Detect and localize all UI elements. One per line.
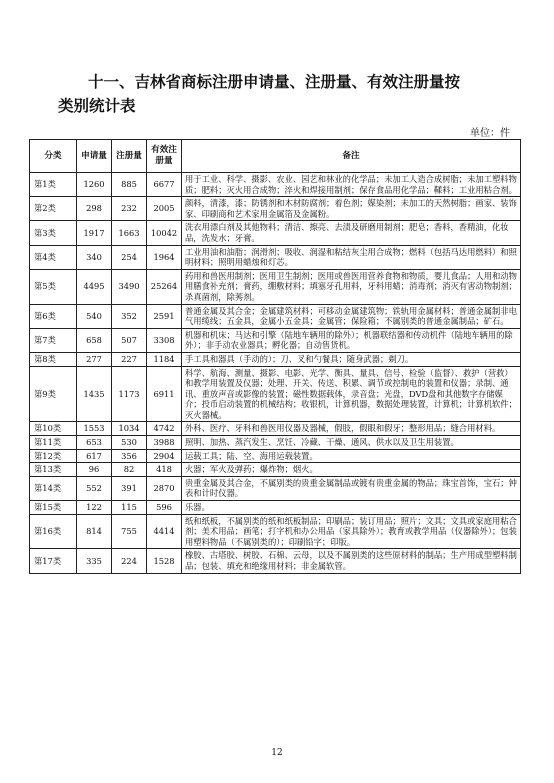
valid-cell: 25264 [147,269,182,304]
table-row [30,221,521,245]
note-cell: 颜料，清漆，漆；防锈剂和木材防腐剂；着色剂；媒染剂；未加工的天然树脂；画家、装饰家、印刷商和艺术家用金属箔及金属粉。 [182,197,521,221]
apply-cell: 298 [77,197,112,221]
page-title [58,70,518,118]
header-note: 备注 [182,140,521,173]
reg-cell: 82 [112,463,147,477]
apply-cell: 335 [77,549,112,573]
class-cell: 第5类 [30,269,77,304]
note-cell: 纸和纸板，不属别类的纸和纸板制品；印刷品；装订用品；照片；文具；文具或家庭用粘合剂；美术用品；画笔；打字机和办公用品（家具除外）；教育或教学用品（仪器除外）；包装用塑料物品（不属别类的）；印刷铅字；印版。 [182,514,521,549]
apply-cell: 1260 [77,173,112,197]
table-header-row [30,140,521,173]
reg-cell: 391 [112,476,147,500]
valid-cell: 2870 [147,476,182,500]
class-cell: 第3类 [30,221,77,245]
class-cell: 第14类 [30,476,77,500]
valid-cell: 1528 [147,549,182,573]
table-row [30,449,521,463]
note-cell: 外科、医疗、牙科和兽医用仪器及器械，假肢，假眼和假牙；整形用品；缝合用材料。 [182,422,521,436]
note-cell: 机器和机床；马达和引擎（陆地车辆用的除外）；机器联结器和传动机件（陆地车辆用的除外）；非手动农业器具；孵化器；自动售货机。 [182,328,521,352]
note-cell: 药用和兽医用制剂；医用卫生制剂；医用或兽医用营养食物和物质，婴儿食品；人用和动物用膳食补充剂；膏药，绷敷材料；填塞牙孔用料，牙科用蜡；消毒剂；消灭有害动物制剂；杀真菌剂，除莠剂。 [182,269,521,304]
table-row [30,549,521,573]
note-cell: 手工具和器具（手动的）；刀、叉和勺餐具；随身武器；剃刀。 [182,352,521,366]
apply-cell: 552 [77,476,112,500]
table-body [30,173,521,574]
apply-cell: 653 [77,436,112,450]
apply-cell: 1435 [77,366,112,422]
valid-cell: 2005 [147,197,182,221]
note-cell: 洗衣用漂白剂及其他物料；清洁、擦亮、去渍及研磨用制剂；肥皂；香料，香精油，化妆品，洗发水；牙膏。 [182,221,521,245]
note-cell: 乐器。 [182,501,521,515]
valid-cell: 418 [147,463,182,477]
apply-cell: 277 [77,352,112,366]
reg-cell: 507 [112,328,147,352]
note-cell: 照明、加热、蒸汽发生、烹饪、冷藏、干燥、通风、供水以及卫生用装置。 [182,436,521,450]
reg-cell: 224 [112,549,147,573]
class-cell: 第15类 [30,501,77,515]
apply-cell: 617 [77,449,112,463]
class-cell: 第10类 [30,422,77,436]
class-cell: 第13类 [30,463,77,477]
apply-cell: 1917 [77,221,112,245]
note-cell: 工业用油和油脂；润滑剂；吸收、润湿和粘结灰尘用合成物；燃料（包括马达用燃料）和照明材料；照明用蜡烛和灯芯。 [182,245,521,269]
valid-cell: 4414 [147,514,182,549]
valid-cell: 2591 [147,304,182,328]
reg-cell: 254 [112,245,147,269]
note-cell: 普通金属及其合金；金属建筑材料；可移动金属建筑物；铁轨用金属材料；普通金属制非电气用缆线；五金具，金属小五金具；金属管；保险箱；不属别类的普通金属制品；矿石。 [182,304,521,328]
reg-cell: 227 [112,352,147,366]
class-cell: 第12类 [30,449,77,463]
valid-cell: 596 [147,501,182,515]
reg-cell: 115 [112,501,147,515]
table-row [30,245,521,269]
apply-cell: 340 [77,245,112,269]
header-reg: 注册量 [112,140,147,173]
table-row [30,352,521,366]
apply-cell: 122 [77,501,112,515]
table-row [30,173,521,197]
reg-cell: 755 [112,514,147,549]
class-cell: 第1类 [30,173,77,197]
valid-cell: 6911 [147,366,182,422]
reg-cell: 885 [112,173,147,197]
valid-cell: 3308 [147,328,182,352]
class-cell: 第4类 [30,245,77,269]
table-row [30,436,521,450]
apply-cell: 658 [77,328,112,352]
header-class: 分类 [30,140,77,173]
table-row [30,476,521,500]
note-cell: 用于工业、科学、摄影、农业、园艺和林业的化学品；未加工人造合成树脂；未加工塑料物质；肥料；灭火用合成物；淬火和焊接用制剂；保存食品用化学品；鞣料；工业用粘合剂。 [182,173,521,197]
table-row [30,366,521,422]
table-row [30,514,521,549]
reg-cell: 232 [112,197,147,221]
table-row [30,269,521,304]
class-cell: 第17类 [30,549,77,573]
apply-cell: 814 [77,514,112,549]
reg-cell: 356 [112,449,147,463]
valid-cell: 4742 [147,422,182,436]
valid-cell: 1964 [147,245,182,269]
header-apply: 申请量 [77,140,112,173]
apply-cell: 540 [77,304,112,328]
apply-cell: 4495 [77,269,112,304]
reg-cell: 530 [112,436,147,450]
apply-cell: 1553 [77,422,112,436]
unit-label: 单位：件 [470,128,510,139]
note-cell: 橡胶、古塔胶、树胶、石棉、云母，以及不属别类的这些原材料的制品；生产用成型塑料制品；包装、填充和绝缘用材料；非金属软管。 [182,549,521,573]
table-row [30,304,521,328]
reg-cell: 1663 [112,221,147,245]
class-cell: 第6类 [30,304,77,328]
valid-cell: 10042 [147,221,182,245]
table-row [30,422,521,436]
reg-cell: 1034 [112,422,147,436]
class-cell: 第8类 [30,352,77,366]
page-number: 12 [271,748,283,758]
valid-cell: 1184 [147,352,182,366]
apply-cell: 96 [77,463,112,477]
valid-cell: 6677 [147,173,182,197]
valid-cell: 3988 [147,436,182,450]
table-row [30,197,521,221]
note-cell: 科学、航海、测量、摄影、电影、光学、衡具、量具、信号、检验（监督）、救护（营救）和教学用装置及仪器；处理、开关、传送、积累、调节或控制电的装置和仪器；录制、通讯、重放声音或影像的装置；磁性数据载体，录音盘；光盘，DVD盘和其他数字存储媒介；投币启动装置的机械结构；收银机，计算机器，数据处理装置，计算机；计算机软件；灭火器械。 [182,366,521,422]
table-row [30,328,521,352]
table-row [30,501,521,515]
note-cell: 运载工具；陆、空、海用运载装置。 [182,449,521,463]
valid-cell: 2904 [147,449,182,463]
note-cell: 贵重金属及其合金，不属别类的贵重金属制品或镀有贵重金属的物品；珠宝首饰，宝石；钟表和计时仪器。 [182,476,521,500]
table-row [30,463,521,477]
class-cell: 第11类 [30,436,77,450]
reg-cell: 1173 [112,366,147,422]
statistics-table [29,139,521,574]
class-cell: 第7类 [30,328,77,352]
class-cell: 第9类 [30,366,77,422]
reg-cell: 3490 [112,269,147,304]
title-line-2: 类别统计表 [58,97,136,115]
class-cell: 第2类 [30,197,77,221]
note-cell: 火器；军火及弹药；爆炸物；烟火。 [182,463,521,477]
header-valid: 有效注册量 [147,140,182,173]
class-cell: 第16类 [30,514,77,549]
reg-cell: 352 [112,304,147,328]
title-line-1: 十一、吉林省商标注册申请量、注册量、有效注册量按 [88,73,461,91]
